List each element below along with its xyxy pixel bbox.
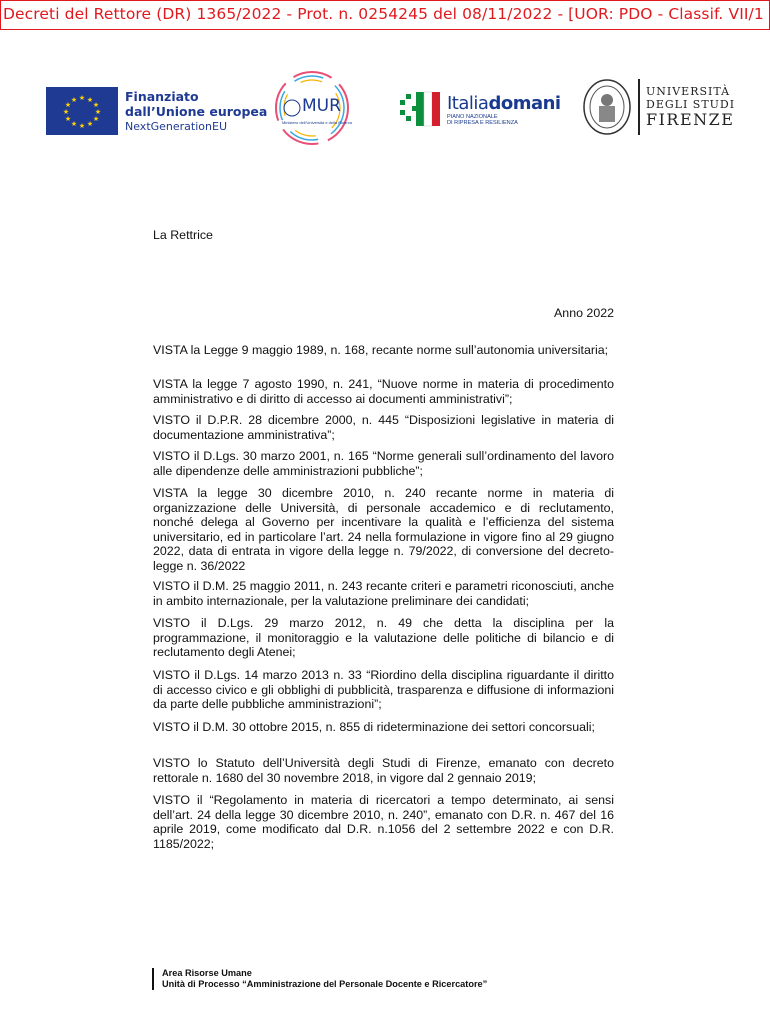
- svg-text:★: ★: [94, 108, 102, 116]
- paragraph: VISTA la legge 7 agosto 1990, n. 241, “Nuove norme in materia di procedimento amministrativo e di diritto di accesso ai documenti amministrativi”;: [153, 377, 614, 406]
- paragraph: VISTO il D.M. 30 ottobre 2015, n. 855 di rideterminazione dei settori concorsuali;: [153, 720, 595, 734]
- svg-text:★: ★: [64, 101, 72, 109]
- paragraph: VISTO il D.Lgs. 30 marzo 2001, n. 165 “Norme generali sull’ordinamento del lavoro alle dipendenze delle amministrazioni pubbliche”;: [153, 449, 614, 478]
- svg-text:★: ★: [78, 122, 86, 130]
- eu-text: [125, 89, 267, 134]
- svg-text:★: ★: [92, 115, 100, 123]
- domani-part: domani: [488, 92, 561, 114]
- italiadomani-sub-2: DI RIPRESA E RESILIENZA: [447, 119, 518, 126]
- svg-text:★: ★: [64, 115, 72, 123]
- paragraph: VISTA la legge 30 dicembre 2010, n. 240 recante norme in materia di organizzazione delle Università, di personale accademico e di reclutamento, nonché delega al Governo per incentivare la qualità e l’efficienza del sistema universitario, ed in particolare l’art. 24 nella formulazione in vigore fino al 29 giugno 2022, data di entrata in vigore della legge n. 79/2022, di conversione del decreto-legge n. 36/2022: [153, 486, 614, 573]
- svg-text:★: ★: [70, 120, 78, 128]
- logo-header: [0, 62, 770, 162]
- protocol-stamp: Decreti del Rettore (DR) 1365/2022 - Prot. n. 0254245 del 08/11/2022 - [UOR: PDO - Classif. VII/1: [0, 0, 770, 30]
- unifi-line-2: DEGLI STUDI: [646, 98, 736, 111]
- footer: [152, 968, 487, 990]
- footer-line-1: Area Risorse Umane: [162, 968, 252, 978]
- italiadomani-icon: [398, 86, 444, 132]
- paragraph: VISTO lo Statuto dell’Università degli Studi di Firenze, emanato con decreto rettorale n. 1680 del 30 novembre 2018, in vigore dal 2 gennaio 2019;: [153, 756, 614, 785]
- italiadomani-sub-1: PIANO NAZIONALE: [447, 113, 498, 120]
- unifi-divider: [638, 79, 640, 135]
- unifi-text: [646, 85, 735, 129]
- svg-text:★: ★: [86, 96, 94, 104]
- eu-logo: [46, 87, 267, 135]
- unifi-line-1: UNIVERSITÀ: [646, 85, 731, 98]
- svg-text:★: ★: [78, 94, 86, 102]
- mur-subtitle: Ministero dell’Università e della Ricerca: [282, 120, 352, 125]
- italia-part: Italia: [447, 92, 489, 114]
- svg-text:★: ★: [92, 101, 100, 109]
- paragraph: VISTO il “Regolamento in materia di ricercatori a tempo determinato, ai sensi dell’art. 24 della legge 30 dicembre 2010, n. 240”, emanato con D.R. n. 467 del 16 aprile 2019, come modificato dal D.R. n.1056 del 2 settembre 2022 e con D.R. 1185/2022;: [153, 793, 614, 851]
- svg-text:★: ★: [62, 108, 70, 116]
- unifi-logo: [582, 78, 735, 136]
- paragraph: VISTO il D.Lgs. 29 marzo 2012, n. 49 che detta la disciplina per la programmazione, il monitoraggio e la valutazione delle politiche di bilancio e di reclutamento degli Atenei;: [153, 616, 614, 659]
- paragraph: VISTO il D.P.R. 28 dicembre 2000, n. 445 “Disposizioni legislative in materia di documentazione amministrativa”;: [153, 413, 614, 442]
- document-title: La Rettrice: [153, 228, 213, 242]
- eu-line-3: NextGenerationEU: [125, 119, 227, 133]
- paragraph: VISTO il D.Lgs. 14 marzo 2013 n. 33 “Riordino della disciplina riguardante il diritto di accesso civico e gli obblighi di pubblicità, trasparenza e diffusione di informazioni da parte delle pubbliche amministrazioni”;: [153, 668, 614, 711]
- footer-line-2: Unità di Processo “Amministrazione del Personale Docente e Ricercatore”: [162, 979, 488, 989]
- eu-line-1: Finanziato: [125, 88, 199, 104]
- eu-line-2: dall’Unione europea: [125, 103, 268, 119]
- svg-text:★: ★: [86, 120, 94, 128]
- document-year: Anno 2022: [554, 306, 614, 320]
- paragraph: VISTA la Legge 9 maggio 1989, n. 168, recante norme sull’autonomia universitaria;: [153, 343, 609, 357]
- svg-text:★: ★: [70, 96, 78, 104]
- unifi-line-3: FIRENZE: [646, 110, 735, 129]
- paragraph: VISTO il D.M. 25 maggio 2011, n. 243 recante criteri e parametri riconosciuti, anche in ambito internazionale, per la valutazione preliminare dei candidati;: [153, 579, 614, 608]
- mur-logo: [270, 66, 354, 150]
- eu-flag-icon: [46, 87, 118, 135]
- italiadomani-word: [447, 93, 561, 114]
- mur-label: MUR: [302, 96, 341, 116]
- italiadomani-logo: [398, 86, 561, 132]
- unifi-seal-icon: [582, 78, 632, 136]
